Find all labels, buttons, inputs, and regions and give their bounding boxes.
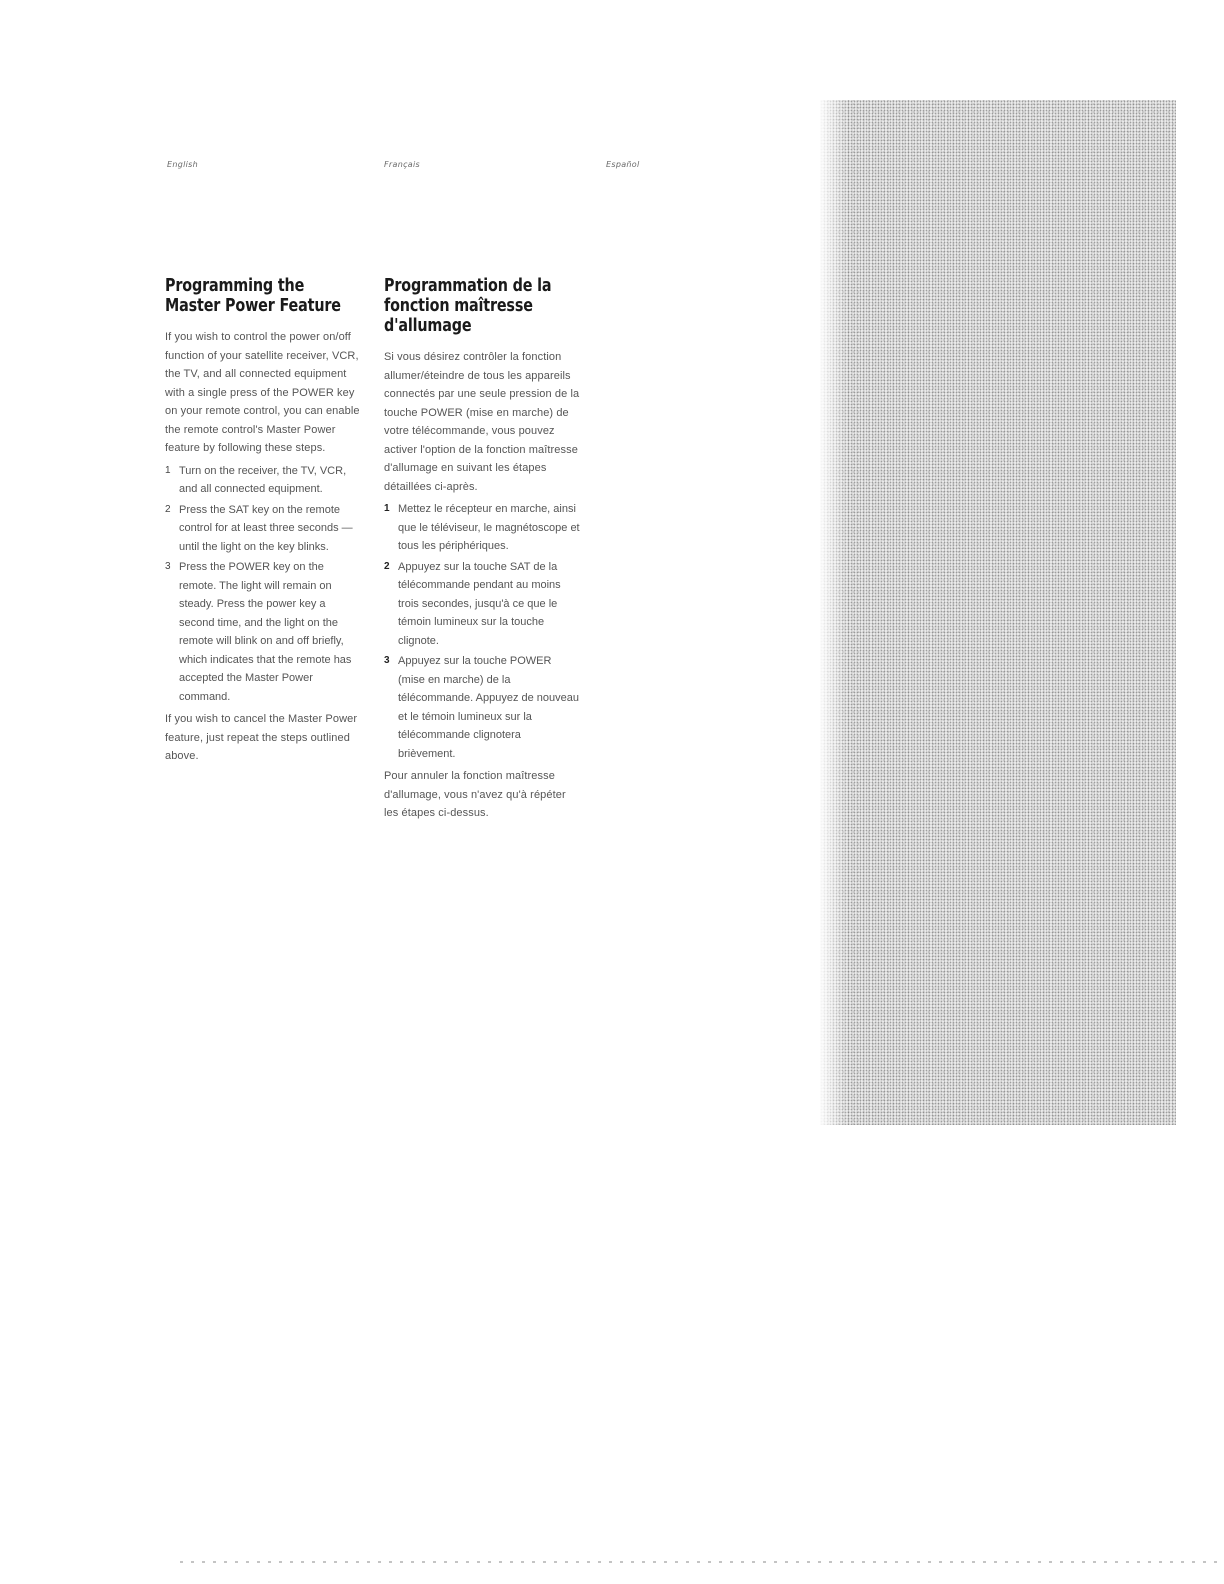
step-number: 1 [165,464,171,476]
french-column [384,276,580,827]
texture-edge-fade [818,100,848,1125]
french-step [384,500,580,556]
french-outro: Pour annuler la fonction maîtresse d'allumage, vous n'avez qu'à répéter les étapes ci-dessus. [384,770,566,819]
english-steps [165,462,361,707]
english-step [165,462,361,499]
step-number: 3 [384,655,390,666]
scan-artifact-rule [180,1561,1224,1563]
step-number: 2 [384,560,390,572]
step-text: Turn on the receiver, the TV, VCR, and all connected equipment. [179,464,347,495]
language-label-english: English [167,160,198,169]
french-intro: Si vous désirez contrôler la fonction allumer/éteindre de tous les appareils connectés par une seule pression de la touche POWER (mise en marche) de votre télécommande, vous pouvez activer l'option de la fonction maîtresse d'allumage en suivant les étapes détaillées ci-après. [384,351,580,493]
step-text: Appuyez sur la touche SAT de la télécommande pendant au moins trois secondes, jusqu'à ce que le témoin lumineux sur la touche clignote. [398,560,561,647]
french-title: Programmation de la fonction maîtresse d'allumage [384,276,552,336]
language-label-spanish: Español [606,160,640,169]
english-intro: If you wish to control the power on/off function of your satellite receiver, VCR, the TV, and all connected equipment with a single press of the POWER key on your remote control, you can enable the remote control's Master Power feature by following these steps. [165,331,360,454]
halftone-texture-panel [820,100,1176,1125]
french-step [384,558,580,651]
french-step [384,652,580,763]
step-number: 1 [384,503,390,514]
step-text: Mettez le récepteur en marche, ainsi que le téléviseur, le magnétoscope et tous les périphériques. [398,503,580,552]
step-number: 3 [165,561,171,572]
english-step [165,558,361,706]
english-step [165,501,361,557]
french-steps [384,500,580,763]
step-text: Appuyez sur la touche POWER (mise en marche) de la télécommande. Appuyez de nouveau et le témoin lumineux sur la télécommande clignotera brièvement. [398,655,580,760]
step-text: Press the POWER key on the remote. The light will remain on steady. Press the power key a second time, and the light on the remote will blink on and off briefly, which indicates that the remote has accepted the Master Power command. [179,561,352,703]
step-text: Press the SAT key on the remote control for at least three seconds — until the light on the key blinks. [179,503,353,553]
step-number: 2 [165,503,171,515]
english-column [165,276,361,770]
english-outro: If you wish to cancel the Master Power feature, just repeat the steps outlined above. [165,713,358,762]
english-title: Programming the Master Power Feature [165,276,341,316]
language-label-french: Français [384,160,420,169]
